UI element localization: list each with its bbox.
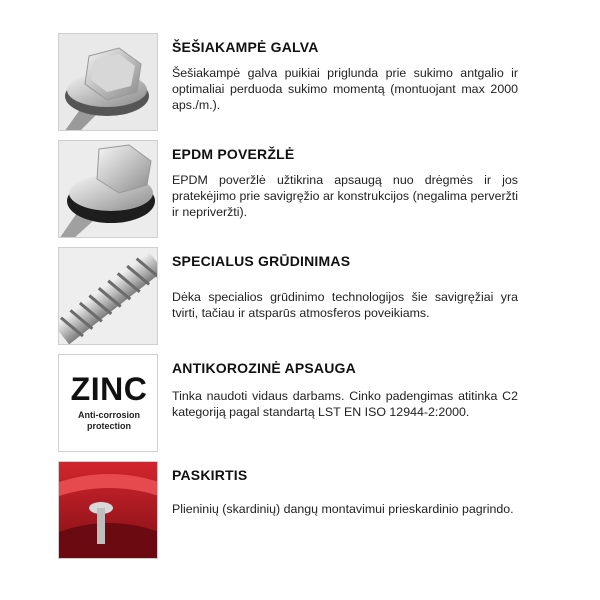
screw-thread-image	[58, 247, 158, 345]
feature-title: SPECIALUS GRŪDINIMAS	[172, 253, 351, 269]
feature-description: EPDM poveržlė užtikrina apsaugą nuo drėgmės ir jos pratekėjimo prie savigręžio ar konstrukcijos (negalima perveržti ir nepriveržti).	[172, 173, 518, 219]
feature-description: Tinka naudoti vidaus darbams. Cinko padengimas atitinka C2 kategoriją pagal standartą LST EN ISO 12944-2:2000.	[172, 389, 518, 419]
zinc-badge-line2: protection	[87, 421, 131, 431]
feature-purpose	[58, 461, 518, 559]
feature-epdm-washer	[58, 140, 518, 238]
feature-title: EPDM POVERŽLĖ	[172, 146, 295, 162]
hex-head-screw-image	[58, 33, 158, 131]
feature-title: ŠEŠIAKAMPĖ GALVA	[172, 39, 319, 55]
feature-anticorrosion	[58, 354, 518, 452]
epdm-washer-image	[58, 140, 158, 238]
zinc-badge	[58, 354, 158, 452]
feature-description: Dėka specialios grūdinimo technologijos šie savigręžiai yra tvirti, tačiau ir atsparūs atmosferos poveikiams.	[172, 290, 518, 320]
feature-description: Šešiakampė galva puikiai priglunda prie sukimo antgalio ir optimaliai perduoda sukimo momentą (montuojant max 2000 aps./m.).	[172, 66, 518, 112]
feature-title: PASKIRTIS	[172, 467, 248, 483]
feature-hex-head	[58, 33, 518, 131]
zinc-badge-line1: Anti-corrosion	[78, 410, 140, 420]
feature-title: ANTIKOROZINĖ APSAUGA	[172, 360, 356, 376]
zinc-badge-word: ZINC	[70, 371, 148, 407]
feature-description: Plieninių (skardinių) dangų montavimui prieskardinio pagrindo.	[172, 502, 514, 516]
roof-sheet-image	[58, 461, 158, 559]
feature-special-hardening	[58, 247, 518, 345]
